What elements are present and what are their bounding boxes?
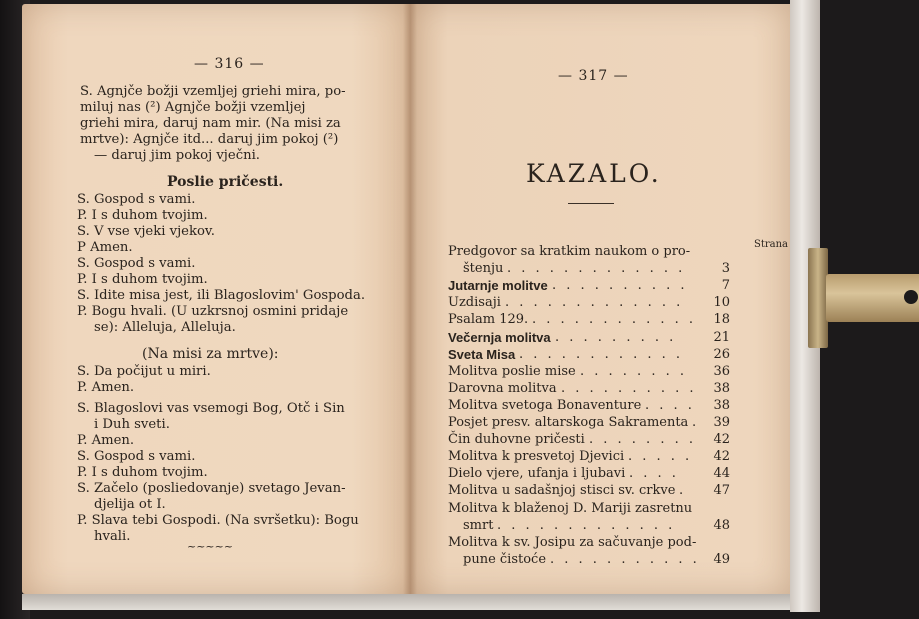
liturgy-line: P. I s duhom tvojim. [77, 208, 208, 223]
opening-line: — daruj jim pokoj vječni. [94, 148, 260, 163]
toc-entry-page: 10 [713, 295, 730, 311]
toc-entry-title: Uzdisaji [448, 295, 501, 311]
toc-entry-leader: . . . . . . . . . . [552, 278, 688, 294]
toc-entry-page: 18 [713, 312, 730, 328]
toc-entry-title: Molitva u sadašnjoj stisci sv. crkve [448, 483, 676, 499]
toc-entry-page: 39 [713, 415, 730, 430]
page-column-header: Strana [754, 239, 789, 250]
liturgy-line: S. Idite misa jest, ili Blagoslovim' Gospoda. [77, 288, 366, 303]
toc-entry-page: 26 [713, 346, 730, 362]
section-heading: Poslie pričesti. [167, 174, 284, 190]
toc-entry-leader: . . . . . . . . [580, 363, 687, 379]
book-cover-bottom-edge [22, 594, 812, 610]
liturgy-line: P. I s duhom tvojim. [77, 465, 208, 480]
toc-entry-title: Večernja molitva [448, 329, 551, 345]
liturgy-line: S. Da počijut u miri. [77, 364, 211, 379]
toc-entry-title: Molitva svetoga Bonaventure [448, 397, 642, 413]
right-page-number: — 317 — [558, 68, 629, 84]
clasp-hinge [808, 248, 828, 348]
toc-entry-leader: . . . . . . . . . . . . . [497, 517, 676, 533]
liturgy-line: djelija ot I. [94, 497, 166, 512]
toc-entry-page: 7 [721, 278, 730, 294]
opening-line: griehi mira, daruj nam mir. (Na misi za [80, 116, 341, 131]
liturgy-line: P. Slava tebi Gospodi. (Na svršetku): Bogu [77, 513, 359, 528]
toc-entry-leader: . . . . [629, 466, 679, 482]
opening-line: S. Agnjče božji vzemljej griehi mira, po- [80, 84, 346, 99]
toc-entry-leader: . . . . . . . . . . . . . [507, 261, 686, 277]
toc-entry-title: Darovna molitva [448, 380, 557, 396]
right-page [410, 4, 790, 594]
liturgy-line: i Duh sveti. [94, 417, 170, 432]
liturgy-line: S. Gospod s vami. [77, 192, 196, 207]
liturgy-line: P. Bogu hvali. (U uzkrsnoj osmini pridaje [77, 304, 349, 319]
toc-entry-title: smrt [463, 517, 494, 533]
liturgy-line: S. Začelo (posliedovanje) svetago Jevan- [77, 481, 346, 496]
toc-entry-leader: . . . . . . . . . . . . [519, 346, 684, 362]
toc-entry-page: 42 [713, 449, 730, 465]
toc-entry-leader: . . . . . . . . . . . [550, 551, 700, 567]
toc-entry-title: Psalam 129. [448, 312, 529, 328]
toc-entry-leader: . . . . . . . . . [555, 329, 677, 345]
toc-entry-leader: . . . . [645, 397, 695, 413]
liturgy-line: P. Amen. [77, 380, 135, 395]
liturgy-line: P. I s duhom tvojim. [77, 272, 208, 287]
toc-entry-page: 49 [713, 551, 730, 567]
toc-entry-leader: . . . . . [628, 449, 693, 465]
toc-entry-title: Posjet presv. altarskoga Sakramenta [448, 415, 689, 430]
index-title: KAZALO. [526, 159, 662, 188]
toc-entry-page: 36 [713, 363, 730, 379]
toc-entry-title: Predgovor sa kratkim naukom o pro- [448, 244, 691, 259]
toc-entry-title: Jutarnje molitve [448, 278, 548, 294]
clasp-hole [904, 290, 918, 304]
liturgy-line: S. Gospod s vami. [77, 449, 196, 464]
toc-entry-page: 21 [713, 329, 730, 345]
toc-entry-page: 47 [713, 483, 730, 499]
toc-entry-title: Molitva k blaženoj D. Mariji zasretnu [448, 500, 693, 516]
liturgy-line: S. Gospod s vami. [77, 256, 196, 271]
opening-line: mrtve): Agnjče itd... daruj jim pokoj (²) [80, 132, 339, 147]
toc-entry-page: 38 [713, 397, 730, 413]
toc-entry-title: Molitva poslie mise [448, 363, 576, 379]
left-page-number: — 316 — [194, 56, 265, 72]
liturgy-line: S. Blagoslovi vas vsemogi Bog, Otč i Sin [77, 401, 345, 416]
toc-entry-page: 44 [713, 466, 730, 482]
toc-entry-title: pune čistoće [463, 551, 547, 567]
left-page [22, 4, 410, 594]
liturgy-line: S. V vse vjeki vjekov. [77, 224, 215, 239]
ornament: ~~~~~ [187, 540, 234, 553]
toc-entry-page: 48 [713, 517, 730, 533]
toc-entry-leader: . [679, 483, 687, 499]
toc-entry-leader: . . . . . . . . . . . . . [505, 295, 684, 311]
liturgy-line: se): Alleluja, Alleluja. [94, 320, 236, 335]
liturgy-line: P. Amen. [77, 433, 135, 448]
book-gutter [403, 4, 417, 594]
toc-entry-page: 3 [721, 261, 730, 277]
toc-entry-leader: . . . . . . . . . . . . [532, 312, 697, 328]
toc-entry-title: štenju [463, 261, 504, 277]
toc-entry-title: Sveta Misa [448, 346, 516, 362]
toc-entry-title: Čin duhovne pričesti [448, 432, 585, 448]
toc-entry-leader: . [692, 415, 700, 430]
toc-entry-leader: . . . . . . . . [589, 432, 696, 448]
toc-entry-leader: . . . . . . . . . . [561, 380, 697, 396]
section-subheading: (Na misi za mrtve): [142, 346, 279, 362]
toc-entry-page: 38 [713, 380, 730, 396]
toc-entry-page: 42 [713, 432, 730, 448]
title-rule [568, 203, 614, 204]
opening-line: miluj nas (²) Agnjče božji vzemljej [80, 100, 306, 115]
toc-entry-title: Molitva k presvetoj Djevici [448, 449, 625, 465]
liturgy-line: P Amen. [77, 240, 133, 255]
liturgy-line: hvali. [94, 529, 131, 544]
toc-entry-title: Molitva k sv. Josipu za sačuvanje pod- [448, 534, 697, 550]
toc-entry-title: Dielo vjere, ufanja i ljubavi [448, 466, 626, 482]
